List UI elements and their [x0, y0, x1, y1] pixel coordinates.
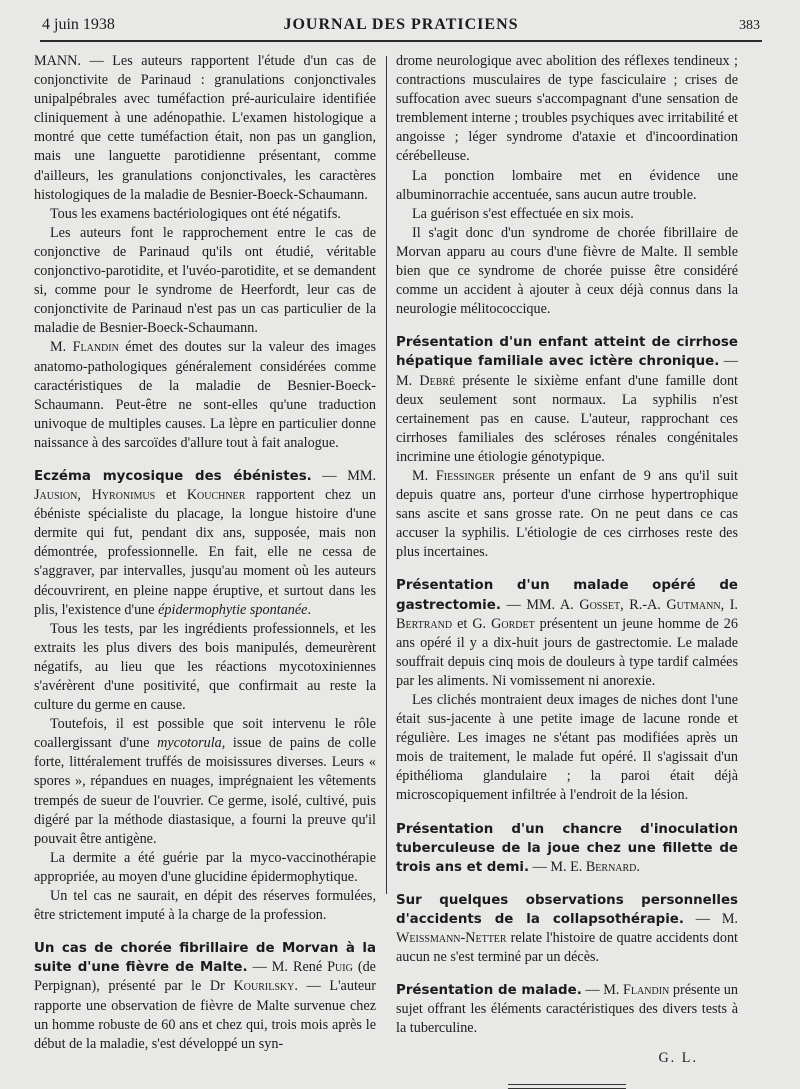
paragraph: Un tel cas ne saurait, en dépit des réserves formulées, être strictement imputé à la charge de la profession. [34, 888, 376, 924]
author-name: Flandin [72, 339, 119, 356]
author-name: Kouchner [186, 487, 246, 504]
paragraph: Tous les examens bactériologiques ont été négatifs. [50, 205, 341, 222]
paragraph: Toutefois, il est possible que soit intervenu le rôle coallergissant d'une mycotorula, issue de pains de colle forte, littéralement truffés de moisissures diverses. Leurs « spores », répandues en nuages, imprégnaient les vêtements trempés de sueur de l'ouvrier. Ce germe, isolé, cultivé, puis digéré par la méthode diastasique, a fourni la preuve qu'il pouvait être antigène. [34, 716, 376, 847]
page-number: 383 [739, 18, 760, 33]
author-name: Gosset [579, 596, 621, 613]
section-heading: Un cas de chorée fibrillaire de Morvan à la suite d'une fièvre de Malte. [34, 941, 376, 976]
paragraph: Les auteurs font le rapprochement entre le cas de conjonctive de Parinaud qu'ils ont étudié, véritable conjonctivo-parotidite, et l'uvéo-parotidite, et se demandent si, comme pour le syndrome de Heerfordt, leur cas de conjonctivite de Parinaud n'est pas un cas particulier de la maladie de Besnier-Boeck-Schaumann. [34, 224, 376, 337]
section-cirrhose: Présentation d'un enfant atteint de cirrhose hépatique familiale avec ictère chronique. — M. Debré présente le sixième enfant d'une famille dont deux seulement sont normaux. La syphilis n'est certainement pas en cause. L'auteur, rapprochant ces cirrhoses familiales des scléroses rénales congénitales incrimine une étiologie génotypique. [396, 335, 738, 465]
paragraph: Il s'agit donc d'un syndrome de chorée fibrillaire de Morvan apparu au cours d'une fièvre de Malte. Il semble bien que ce syndrome de chorée puisse être considéré comme un accident à ajouter à ceux déjà connus dans la neurologie mélitococcique. [396, 224, 738, 318]
author-name: Puig [327, 959, 353, 976]
author-name: Gordet [491, 615, 535, 632]
paragraph: MANN. — Les auteurs rapportent l'étude d'un cas de conjonctivite de Parinaud : granulations conjonctivales unipalpébrales avec tuméfaction pré-auriculaire identifiée cliniquement à une adénopathie. L'examen histologique a montré que cette tuméfaction était, non pas un ganglion, mais une languette parotidienne présentant, comme d'ailleurs, les granulations conjonctivales, les caractères histologiques de la maladie de Besnier-Boeck-Schaumann. [34, 53, 376, 203]
paragraph: M. Fiessinger présente un enfant de 9 ans qu'il suit depuis quatre ans, porteur d'une cirrhose hypertrophique sans ascite et sans grosse rate. On ne peut dans ce cas accuser la syphilis. L'étiologie de ces cirrhoses reste des plus incertaines. [396, 467, 738, 561]
author-name: Gutmann [666, 596, 721, 613]
end-rule [508, 1084, 626, 1089]
author-name: Hyronimus [91, 487, 156, 504]
paragraph: Tous les tests, par les ingrédients professionnels, et les extraits les plus divers des bois manipulés, demeurèrent négatifs, au lieu que les réactions mycotoxiniennes s'avérèrent d'une positivité, que confirmait au reste la culture du germe en cause. [34, 620, 376, 714]
paragraph: drome neurologique avec abolition des réflexes tendineux ; contractions musculaires de type fasciculaire ; crises de suffocation avec sueurs s'accompagnant d'une sensation de tremblement interne ; troubles psychiques avec irritabilité et angoisse ; léger syndrome d'ataxie et d'incoordination cérébelleuse. [396, 53, 738, 165]
section-heading: Présentation d'un chancre d'inoculation tuberculeuse de la joue chez une fillette de trois ans et demi. [396, 821, 738, 875]
section-collapsotherapie: Sur quelques observations personnelles d'accidents de la collapsothérapie. — M. Weissmann-Netter relate l'histoire de quatre accidents dont aucun ne s'est terminé par un décès. [396, 892, 738, 966]
journal-title: JOURNAL DES PRATICIENS [283, 16, 519, 33]
author-name: Bertrand [396, 615, 453, 632]
section-choree: Un cas de chorée fibrillaire de Morvan à la suite d'une fièvre de Malte. — M. René Puig (de Perpignan), présenté par le Dr Kourilsky. — L'auteur rapporte une observation de fièvre de Malte survenue chez un homme robuste de 60 ans et chez qui, trois mois après le début de la maladie, s'est développé un syn- [34, 941, 377, 1052]
section-heading: Présentation d'un enfant atteint de cirrhose hépatique familiale avec ictère chronique. [396, 335, 738, 370]
author-name: Weissmann-Netter [396, 930, 507, 947]
author-name: Flandin [623, 982, 670, 999]
left-column [34, 52, 376, 1054]
author-name: Debré [419, 372, 456, 389]
paragraph: La ponction lombaire met en évidence une albuminorrachie accentuée, sans aucun autre trouble. [396, 167, 738, 203]
paragraph: La guérison s'est effectuée en six mois. [412, 205, 634, 222]
section-heading: Sur quelques observations personnelles d'accidents de la collapsothérapie. [396, 892, 738, 927]
paragraph: La dermite a été guérie par la myco-vaccinothérapie appropriée, au moyen d'une glucidine épidermophytique. [34, 849, 376, 885]
section-chancre: Présentation d'un chancre d'inoculation tuberculeuse de la joue chez une fillette de trois ans et demi. — M. E. Bernard. [396, 821, 738, 875]
paragraph: Les clichés montraient deux images de niches dont l'une était sus-jacente à une petite image de lacune ronde et régulière. Les images ne s'étant pas modifiées après un mois de traitement, le malade fut opéré. Il s'agissait d'un épithélioma glandulaire ; la paroi était déjà microscopiquement infiltrée à l'endroit de la lésion. [396, 692, 738, 804]
author-name: Kourilsky [233, 978, 295, 995]
header-date: 4 juin 1938 [42, 16, 115, 33]
paragraph: M. Flandin émet des doutes sur la valeur des images anatomo-pathologiques généralement considérées comme caractéristiques de la maladie de Besnier-Boeck-Schaumann. Peut-être ne sont-elles qu'une traduction univoque de multiples causes. La lèpre en particulier donne naissance à des sarcoïdes d'allure tout à fait analogue. [34, 339, 376, 451]
column-divider [386, 56, 387, 894]
section-gastrectomie: Présentation d'un malade opéré de gastrectomie. — MM. A. Gosset, R.-A. Gutmann, I. Bertrand et G. Gordet présentent un jeune homme de 26 ans opéré il y a dix-huit jours de gastrectomie. Le malade souffrait depuis cinq mois de douleurs à type tardif calmées par les aliments. Ni vomissement ni anorexie. [396, 578, 738, 689]
section-heading: Présentation de malade. [396, 983, 582, 999]
section-malade: Présentation de malade. — M. Flandin présente un sujet offrant les éléments caractéristiques des divers tests à la tuberculine. [396, 982, 738, 1037]
author-name: Jausion [34, 487, 78, 504]
right-column [396, 52, 738, 1089]
author-name: Bernard [585, 858, 637, 875]
section-eczema: Eczéma mycosique des ébénistes. — MM. Jausion, Hyronimus et Kouchner rapportent chez un ébéniste spécialiste du placage, la longue histoire d'une dermite qui fut, pendant dix ans, supposée, mais non démontrée, professionnelle. En fait, elle ne cessa de s'aggraver, par intervalles, jusqu'au moment où les auteurs découvrirent, en pleine nappe éruptive, et surtout dans les plis, l'existence d'une épidermophytie spontanée. [34, 467, 376, 618]
section-heading: Présentation d'un malade opéré de gastrectomie. [396, 578, 738, 613]
page-header [40, 14, 762, 42]
signature: G. L. [658, 1049, 698, 1066]
section-heading: Eczéma mycosique des ébénistes. [34, 468, 312, 484]
author-name: Fiessinger [435, 467, 495, 484]
